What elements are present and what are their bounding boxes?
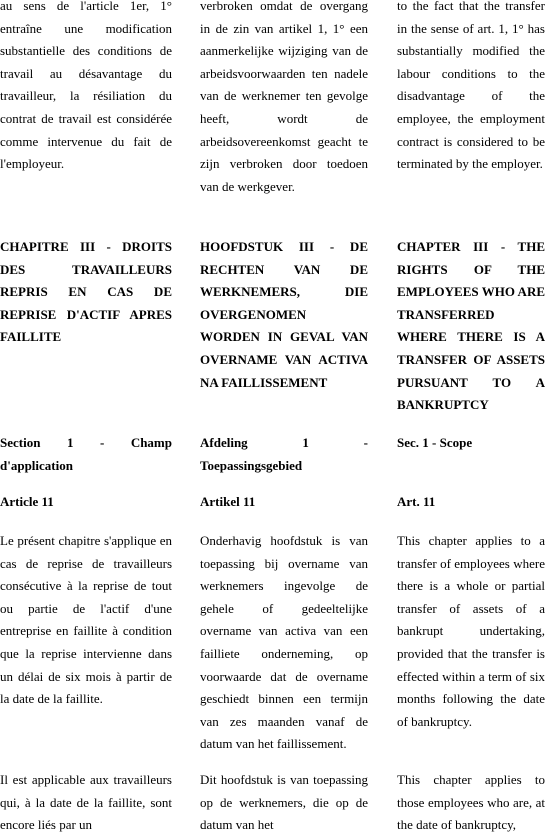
chapter-heading: HOOFDSTUK III - DE RECHTEN VAN DE WERKNEMERS, DIE OVERGENOMEN WORDEN IN GEVAL VAN OVERNAME VAN ACTIVA NA FAILLISSEMENT xyxy=(200,239,368,390)
article-heading: Article 11 xyxy=(0,494,54,509)
article-paragraph-2: Dit hoofdstuk is van toepassing op de werknemers, die op de datum van het xyxy=(200,772,368,833)
section-heading: Section 1 - Champ d'application xyxy=(0,435,172,473)
chapter-heading: CHAPTER III - THE RIGHTS OF THE EMPLOYEES WHO ARE TRANSFERRED WHERE THERE IS A TRANSFER OF ASSETS PURSUANT TO A BANKRUPTCY xyxy=(397,239,545,413)
section-heading: Sec. 1 - Scope xyxy=(397,435,473,450)
intro-paragraph: au sens de l'article 1er, 1° entraîne une modification substantielle des conditions de travail au désavantage du travailleur, la résiliation du contrat de travail est considérée comme intervenue du fait de l'employeur. xyxy=(0,0,172,172)
article-paragraph-2: This chapter applies to those employees who are, at the date of bankruptcy, xyxy=(397,772,545,833)
article-heading: Art. 11 xyxy=(397,494,436,509)
article-paragraph-2: Il est applicable aux travailleurs qui, à la date de la faillite, sont encore liés par un xyxy=(0,772,172,833)
intro-paragraph: to the fact that the transfer in the sense of art. 1, 1° has substantially modified the labour conditions to the disadvantage of the employee, the employment contract is considered to be terminated by the employer. xyxy=(397,0,545,172)
article-paragraph-1: Le présent chapitre s'applique en cas de reprise de travailleurs consécutive à la reprise de tout ou partie de l'actif d'une entreprise en faillite à condition que la reprise intervienne dans un délai de six mois à partir de la date de la faillite. xyxy=(0,533,172,707)
chapter-heading: CHAPITRE III - DROITS DES TRAVAILLEURS REPRIS EN CAS DE REPRISE D'ACTIF APRES FAILLITE xyxy=(0,239,172,345)
article-paragraph-1: Onderhavig hoofdstuk is van toepassing bij overname van werknemers ingevolge de gehele of gedeeltelijke overname van activa van een failliete onderneming, op voorwaarde dat de overname geschiedt binnen een termijn van zes maanden vanaf de datum van het faillissement. xyxy=(200,533,368,752)
intro-paragraph: verbroken omdat de overgang in de zin van artikel 1, 1° een aanmerkelijke wijziging van de arbeidsvoorwaarden ten nadele van de werknemer ten gevolge heeft, wordt de arbeidsovereenkomst geacht te zijn verbroken door toedoen van de werkgever. xyxy=(200,0,368,194)
section-heading: Afdeling 1 - Toepassingsgebied xyxy=(200,435,368,473)
article-paragraph-1: This chapter applies to a transfer of employees where there is a whole or partial transfer of assets of a bankrupt undertaking, provided that the transfer is effected within a term of six months following the date of bankruptcy. xyxy=(397,533,545,729)
article-heading: Artikel 11 xyxy=(200,494,256,509)
